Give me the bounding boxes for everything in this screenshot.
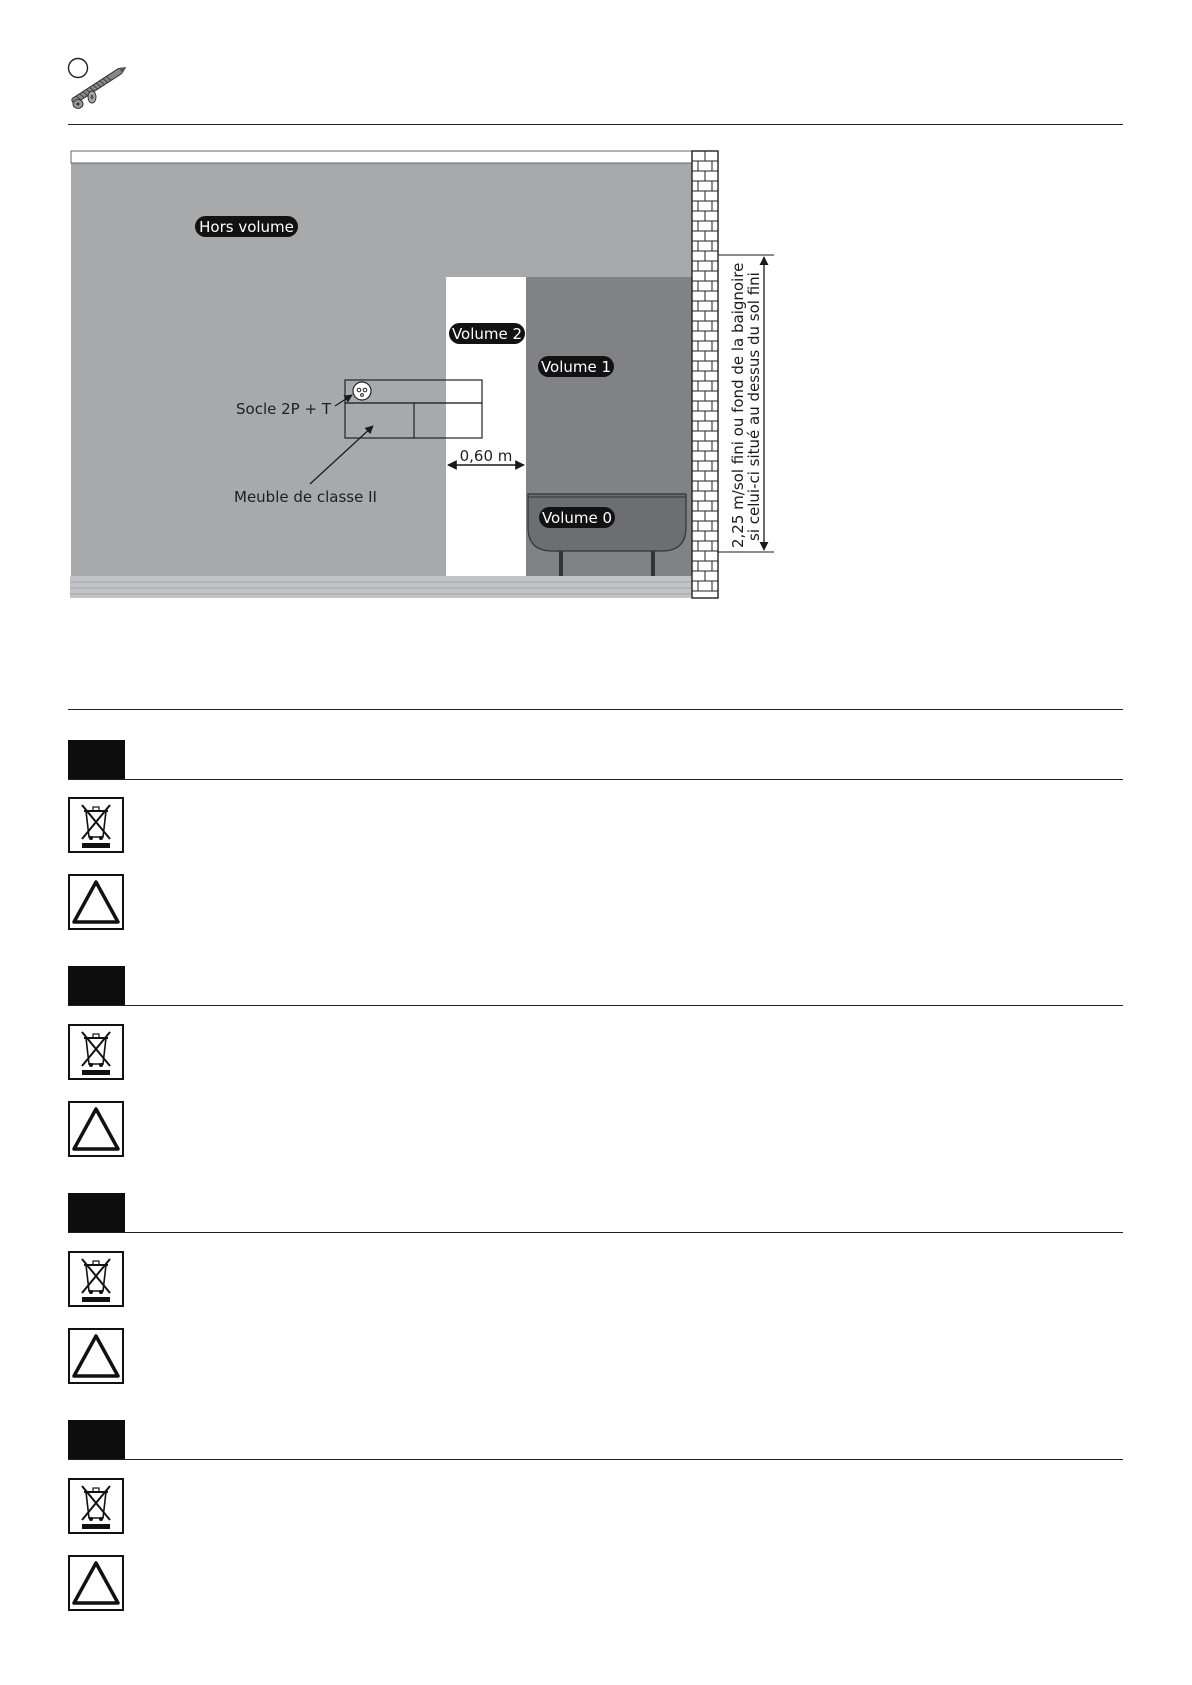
volume-0-label: Volume 0 [541,509,613,527]
section-2-rule [68,1005,1123,1006]
distance-label: 0,60 m [459,447,513,465]
furniture-label: Meuble de classe II [234,488,377,506]
crossed-bin-icon [68,797,124,853]
volume-2-zone [446,277,526,576]
floor [70,576,692,598]
crossed-bin-icon [68,1478,124,1534]
socket-2p-t [353,382,371,400]
warning-triangle-icon [68,1555,124,1611]
section-3-block [68,1193,125,1232]
section-2-block [68,966,125,1005]
warning-triangle-icon [68,1101,124,1157]
warning-triangle-icon [68,874,124,930]
brick-wall [692,151,718,598]
screw-washer-nut-icon [62,54,132,114]
section-1-block [68,740,125,779]
section-3-rule [68,1232,1123,1233]
volume-2-label: Volume 2 [451,325,523,343]
section-4-block [68,1420,125,1459]
height-label-line1: 2,25 m/sol fini ou fond de la baignoire [729,262,747,548]
socket-label: Socle 2P + T [236,400,331,418]
bathroom-volumes-diagram [62,140,962,610]
header-rule [68,124,1123,125]
hors-volume-label: Hors volume [199,218,294,236]
height-label-line2: si celui-ci situé au dessus du sol fini [745,272,763,541]
section-1-rule [68,779,1123,780]
crossed-bin-icon [68,1251,124,1307]
crossed-bin-icon [68,1024,124,1080]
volume-1-label: Volume 1 [540,358,612,376]
diagram-bottom-rule [68,709,1123,710]
section-4-rule [68,1459,1123,1460]
warning-triangle-icon [68,1328,124,1384]
